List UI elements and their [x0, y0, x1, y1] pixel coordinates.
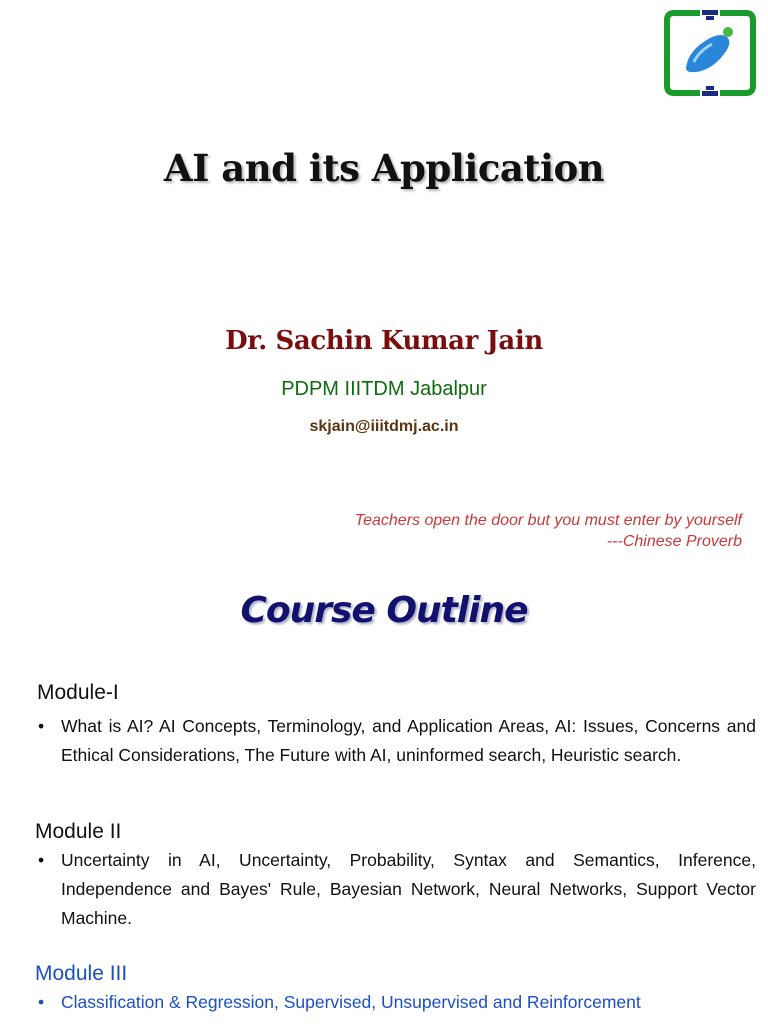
institute-logo — [664, 10, 756, 96]
course-outline-heading: Course Outline — [240, 590, 528, 631]
module-2-title: Module II — [35, 820, 122, 843]
proverb-quote — [355, 510, 742, 552]
presentation-title: AI and its Application — [163, 146, 605, 190]
quote-text: Teachers open the door but you must enter by yourself — [354, 512, 742, 529]
module-1-text: What is AI? AI Concepts, Terminology, and Application Areas, AI: Issues, Concerns and Ethical Considerations, The Future with AI, uninformed search, Heuristic search. — [61, 716, 756, 765]
module-3-text: Classification & Regression, Supervised, Unsupervised and Reinforcement — [61, 992, 641, 1012]
module-3-title: Module III — [35, 962, 128, 985]
quote-attribution: ---Chinese Proverb — [606, 533, 742, 550]
author-name: Dr. Sachin Kumar Jain — [225, 326, 543, 356]
module-1-description — [38, 712, 756, 770]
module-2-text: Uncertainty in AI, Uncertainty, Probability, Syntax and Semantics, Inference, Independence and Bayes' Rule, Bayesian Network, Neural Networks, Support Vector Machine. — [61, 850, 756, 928]
bullet-icon: • — [38, 716, 45, 736]
author-affiliation: PDPM IIITDM Jabalpur — [281, 378, 487, 400]
bullet-icon: • — [38, 992, 45, 1012]
author-email[interactable]: skjain@iiitdmj.ac.in — [309, 418, 459, 435]
module-2-description — [38, 846, 756, 933]
module-1-title: Module-I — [37, 681, 119, 704]
bullet-icon: • — [38, 850, 45, 870]
module-3-description — [38, 988, 756, 1017]
